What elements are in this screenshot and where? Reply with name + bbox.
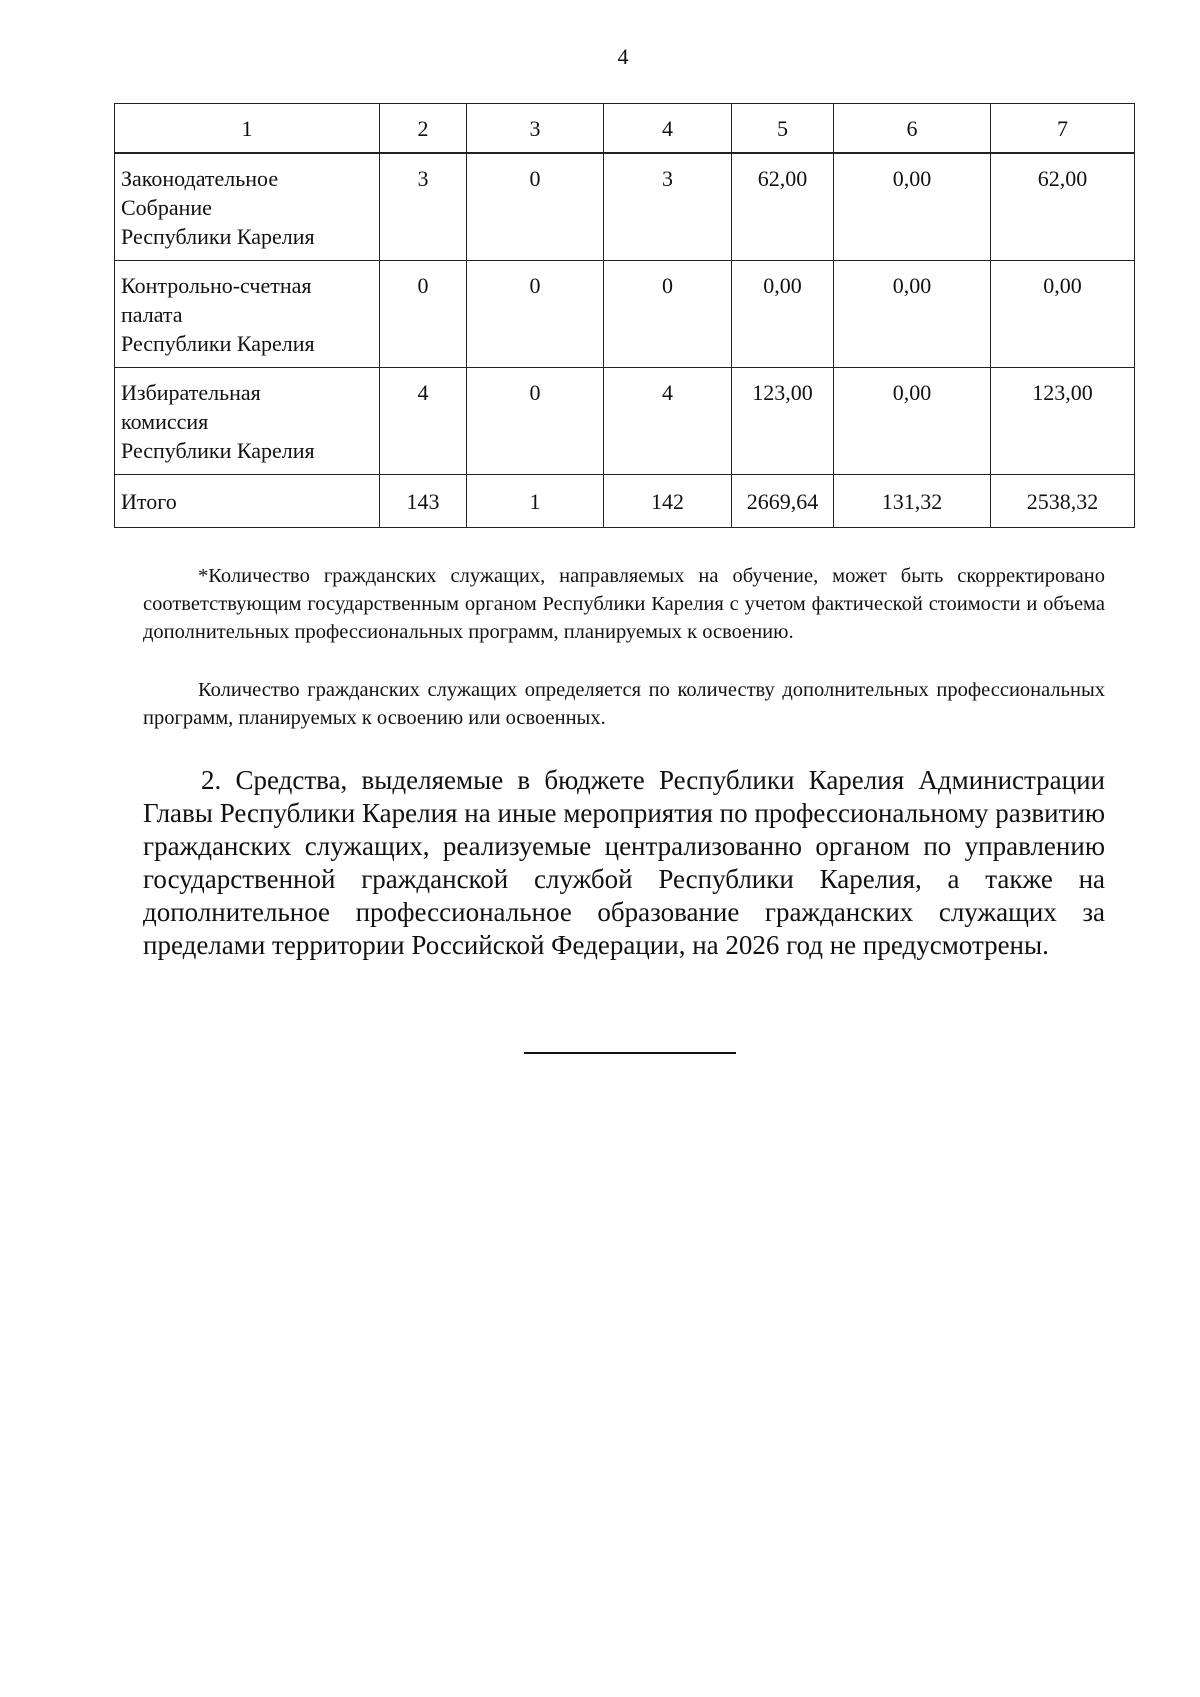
org-name-line: Республики Карелия: [121, 331, 315, 356]
total-row: [115, 475, 1135, 528]
table-cell: 1: [467, 475, 604, 528]
table-cell: 131,32: [834, 475, 991, 528]
table-cell: 143: [380, 475, 467, 528]
table-header-row: [115, 104, 1135, 154]
org-name-cell: [115, 261, 380, 368]
org-name-line: Контрольно-счетная: [121, 273, 312, 298]
table-cell: 0,00: [834, 261, 991, 368]
footnote: *Количество гражданских служащих, направляемых на обучение, может быть скорректировано соответствующим государственным органом Республики Карелия с учетом фактической стоимости и объема дополнительных профессиональных программ, планируемых к освоению.: [143, 565, 1105, 643]
table-cell: 0: [467, 261, 604, 368]
table-cell: 0,00: [834, 368, 991, 475]
total-label: Итого: [115, 475, 380, 528]
org-name-cell: [115, 153, 380, 261]
column-header: 6: [834, 104, 991, 154]
table-cell: 0,00: [732, 261, 834, 368]
column-header: 2: [380, 104, 467, 154]
page-number: 4: [617, 44, 629, 69]
table-cell: 4: [380, 368, 467, 475]
org-name-line: Собрание: [121, 195, 212, 220]
table-cell: 3: [380, 153, 467, 261]
table-cell: 0,00: [834, 153, 991, 261]
table-cell: 0: [467, 153, 604, 261]
table-cell: 2538,32: [991, 475, 1135, 528]
org-name-line: комиссия: [121, 409, 209, 434]
column-header: 3: [467, 104, 604, 154]
table-row: [115, 261, 1135, 368]
table-row: [115, 153, 1135, 261]
paragraph-2: 2. Средства, выделяемые в бюджете Республики Карелия Администрации Главы Республики Карелия на иные мероприятия по профессиональному развитию гражданских служащих, реализуемые централизованно органом по управлению государственной гражданской службой Республики Карелия, а также на дополнительное профессиональное образование гражданских служащих за пределами территории Российской Федерации, на 2026 год не предусмотрены.: [143, 765, 1105, 960]
table-row: [115, 368, 1135, 475]
table-cell: 0: [380, 261, 467, 368]
table-cell: 62,00: [991, 153, 1135, 261]
org-name-line: Республики Карелия: [121, 224, 315, 249]
column-header: 5: [732, 104, 834, 154]
table-cell: 123,00: [991, 368, 1135, 475]
count-note: Количество гражданских служащих определяется по количеству дополнительных профессиональных программ, планируемых к освоению или освоенных.: [143, 679, 1105, 729]
org-name-line: Избирательная: [121, 380, 261, 405]
table-cell: 2669,64: [732, 475, 834, 528]
table-cell: 4: [604, 368, 732, 475]
table-cell: 0,00: [991, 261, 1135, 368]
org-name-line: Законодательное: [121, 166, 279, 191]
table-cell: 142: [604, 475, 732, 528]
table-cell: 0: [467, 368, 604, 475]
table-cell: 62,00: [732, 153, 834, 261]
table-cell: 3: [604, 153, 732, 261]
org-name-cell: [115, 368, 380, 475]
column-header: 1: [115, 104, 380, 154]
closing-divider: [524, 1052, 736, 1054]
table-cell: 0: [604, 261, 732, 368]
column-header: 4: [604, 104, 732, 154]
allocation-table: [114, 103, 1135, 528]
org-name-line: Республики Карелия: [121, 438, 315, 463]
column-header: 7: [991, 104, 1135, 154]
table-cell: 123,00: [732, 368, 834, 475]
org-name-line: палата: [121, 302, 183, 327]
